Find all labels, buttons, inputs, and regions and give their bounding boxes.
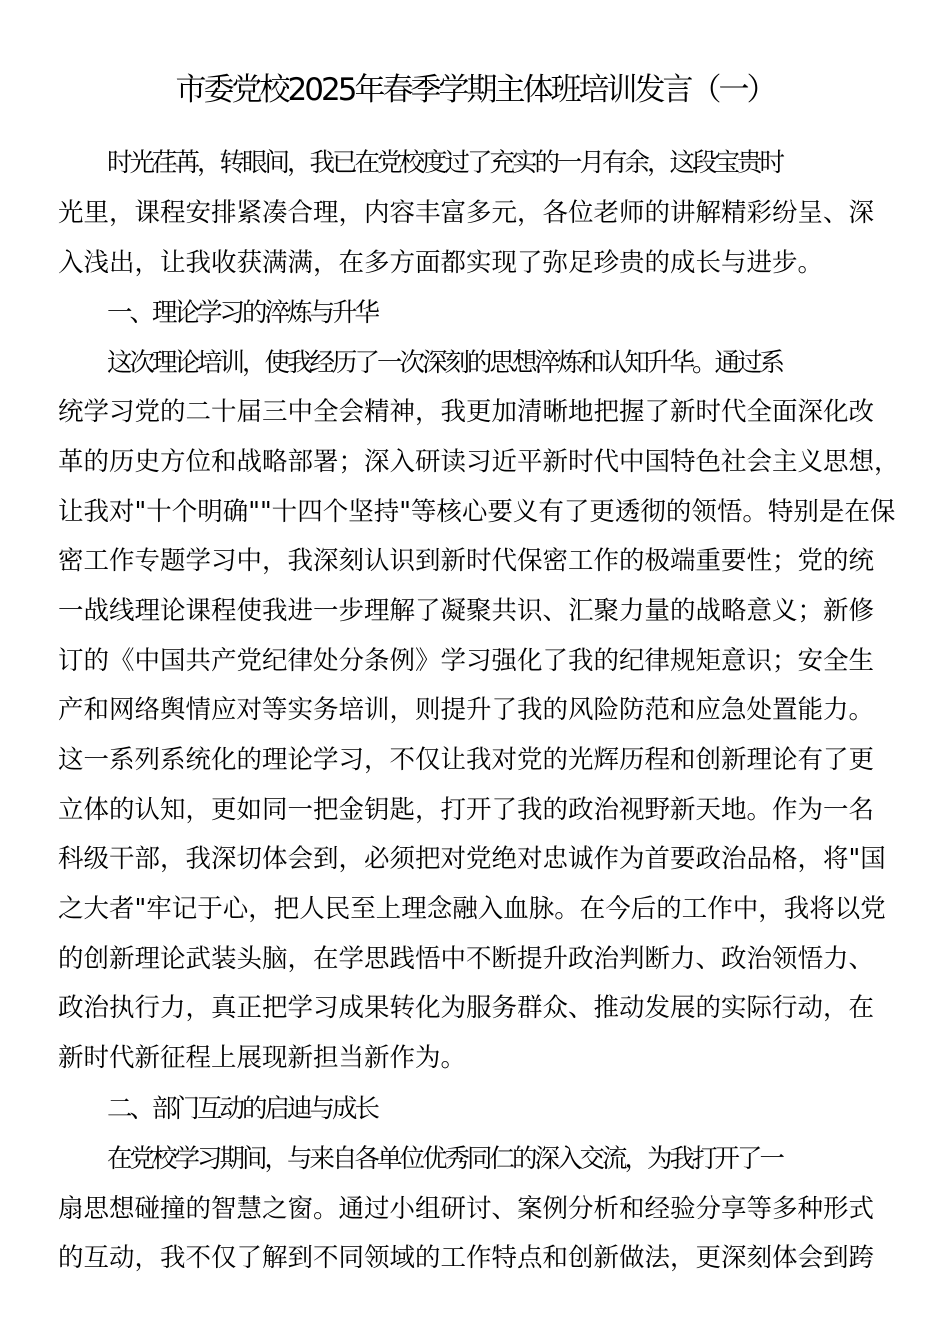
paragraph-line: 科级干部，我深切体会到，必须把对党绝对忠诚作为首要政治品格，将"国 — [58, 844, 886, 874]
paragraph-line: 统学习党的二十届三中全会精神，我更加清晰地把握了新时代全面深化改 — [58, 397, 875, 427]
paragraph-line: 立体的认知，更如同一把金钥匙，打开了我的政治视野新天地。作为一名 — [58, 795, 875, 825]
paragraph-line: 这次理论培训，使我经历了一次深刻的思想淬炼和认知升华。通过系 — [107, 348, 783, 378]
paragraph-line: 产和网络舆情应对等实务培训，则提升了我的风险防范和应急处置能力。 — [58, 695, 875, 725]
paragraph-line: 这一系列系统化的理论学习，不仅让我对党的光辉历程和创新理论有了更 — [58, 745, 875, 775]
paragraph-line: 时光荏苒，转眼间，我已在党校度过了充实的一月有余，这段宝贵时 — [107, 148, 783, 178]
paragraph-line: 之大者"牢记于心，把人民至上理念融入血脉。在今后的工作中，我将以党 — [58, 894, 886, 924]
paragraph-line: 光里，课程安排紧凑合理，内容丰富多元，各位老师的讲解精彩纷呈、深 — [58, 198, 875, 228]
paragraph-line: 让我对"十个明确""十四个坚持"等核心要义有了更透彻的领悟。特别是在保 — [58, 497, 896, 527]
paragraph-line: 在党校学习期间，与来自各单位优秀同仁的深入交流，为我打开了一 — [107, 1144, 783, 1174]
paragraph-line: 入浅出，让我收获满满，在多方面都实现了弥足珍贵的成长与进步。 — [58, 248, 824, 278]
section-heading: 二、部门互动的启迪与成长 — [107, 1094, 378, 1124]
document-title: 市委党校2025年春季学期主体班培训发言（一） — [175, 72, 775, 108]
paragraph-line: 的互动，我不仅了解到不同领域的工作特点和创新做法，更深刻体会到跨 — [58, 1243, 875, 1273]
paragraph-line: 一战线理论课程使我进一步理解了凝聚共识、汇聚力量的战略意义；新修 — [58, 596, 875, 626]
paragraph-line: 订的《中国共产党纪律处分条例》学习强化了我的纪律规矩意识；安全生 — [58, 646, 875, 676]
paragraph-line: 革的历史方位和战略部署；深入研读习近平新时代中国特色社会主义思想， — [58, 447, 900, 477]
paragraph-line: 的创新理论武装头脑，在学思践悟中不断提升政治判断力、政治领悟力、 — [58, 944, 875, 974]
paragraph-line: 新时代新征程上展现新担当新作为。 — [58, 1043, 467, 1073]
paragraph-line: 密工作专题学习中，我深刻认识到新时代保密工作的极端重要性；党的统 — [58, 546, 875, 576]
paragraph-line: 政治执行力，真正把学习成果转化为服务群众、推动发展的实际行动，在 — [58, 993, 875, 1023]
paragraph-line: 扇思想碰撞的智慧之窗。通过小组研讨、案例分析和经验分享等多种形式 — [58, 1194, 875, 1224]
section-heading: 一、理论学习的淬炼与升华 — [107, 298, 378, 328]
